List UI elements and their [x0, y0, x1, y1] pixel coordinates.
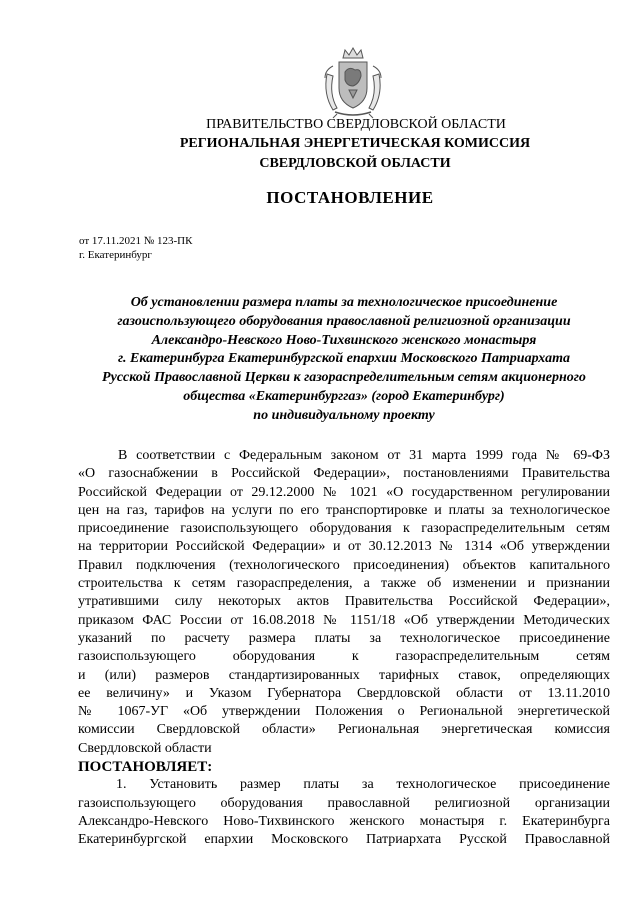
- subject-line: общества «Екатеринбурггаз» (город Екатеринбург): [183, 388, 505, 404]
- preamble-line: цен на газ, тарифов на услуги по его транспортировке и платы за технологическое: [78, 502, 610, 518]
- government-name: ПРАВИТЕЛЬСТВО СВЕРДЛОВСКОЙ ОБЛАСТИ: [206, 117, 506, 132]
- commission-name: РЕГИОНАЛЬНАЯ ЭНЕРГЕТИЧЕСКАЯ КОМИССИЯ: [179, 136, 531, 151]
- region-name: СВЕРДЛОВСКОЙ ОБЛАСТИ: [259, 156, 451, 171]
- preamble-line: приказом ФАС России от 16.08.2018 № 1151/18 «Об утверждении Методических: [78, 612, 610, 628]
- preamble-line: «О газоснабжении в Российской Федерации», постановлениями Правительства: [78, 466, 610, 482]
- preamble-line: Правил подключения (технологического присоединения) объектов капитального: [78, 557, 610, 573]
- subject-line: г. Екатеринбурга Екатеринбургской епархии Московского Патриархата: [118, 351, 570, 367]
- preamble-line: присоединение газоиспользующего оборудования к газораспределительным сетям: [78, 521, 610, 537]
- subject-line: газоиспользующего оборудования православной религиозной организации: [117, 313, 571, 329]
- decree-word: ПОСТАНОВЛЯЕТ:: [78, 759, 213, 776]
- item-line: Екатеринбургской епархии Московского Патриархата Русской Православной: [78, 832, 610, 848]
- preamble-line: утратившими силу некоторых актов Правительства Российской Федерации»,: [78, 594, 610, 610]
- coat-of-arms-emblem: [315, 44, 391, 120]
- subject-line: Александро-Невского Ново-Тихвинского женского монастыря: [151, 332, 537, 348]
- subject-line: Русской Православной Церкви к газораспределительным сетям акционерного: [102, 370, 586, 386]
- preamble-line: и (или) размеров стандартизированных тарифных ставок, определяющих: [78, 667, 610, 683]
- decree-item-1: [78, 776, 610, 849]
- item-line: Александро-Невского Ново-Тихвинского женского монастыря г. Екатеринбурга: [78, 813, 610, 829]
- preamble-line: на территории Российской Федерации» и от 30.12.2013 № 1314 «Об утверждении: [78, 539, 610, 555]
- document-type-title: ПОСТАНОВЛЕНИЕ: [266, 188, 434, 207]
- preamble-line: № 1067-УГ «Об утверждении Положения о Региональной энергетической: [78, 704, 610, 720]
- subject-line: Об установлении размера платы за технологическое присоединение: [130, 295, 558, 310]
- preamble-line: комиссии Свердловской области» Региональная энергетическая комиссия: [78, 722, 610, 738]
- preamble-line: В соответствии с Федеральным законом от 31 марта 1999 года № 69-ФЗ: [118, 448, 610, 463]
- preamble-line: ее величину» и Указом Губернатора Свердловской области от 13.11.2010: [78, 685, 610, 701]
- preamble-line: Свердловской области: [78, 740, 212, 756]
- document-date-number: от 17.11.2021 № 123-ПК: [79, 235, 193, 247]
- document-city: г. Екатеринбург: [79, 249, 152, 261]
- document-subject: [78, 294, 610, 426]
- preamble-paragraph: [78, 447, 610, 758]
- subject-line: по индивидуальному проекту: [253, 407, 435, 423]
- preamble-line: газоиспользующего оборудования к газораспределительным сетям: [78, 649, 610, 665]
- item-line: газоиспользующего оборудования православной религиозной организации: [78, 795, 610, 811]
- preamble-line: Российской Федерации от 29.12.2000 № 1021 «О государственном регулировании: [78, 484, 610, 500]
- preamble-line: строительства к сетям газораспределения, а также об изменении и признании: [78, 576, 610, 592]
- item-line: 1. Установить размер платы за технологическое присоединение: [116, 777, 610, 793]
- document-body: [78, 447, 610, 850]
- preamble-line: указаний по расчету размера платы за технологическое присоединение: [78, 630, 610, 646]
